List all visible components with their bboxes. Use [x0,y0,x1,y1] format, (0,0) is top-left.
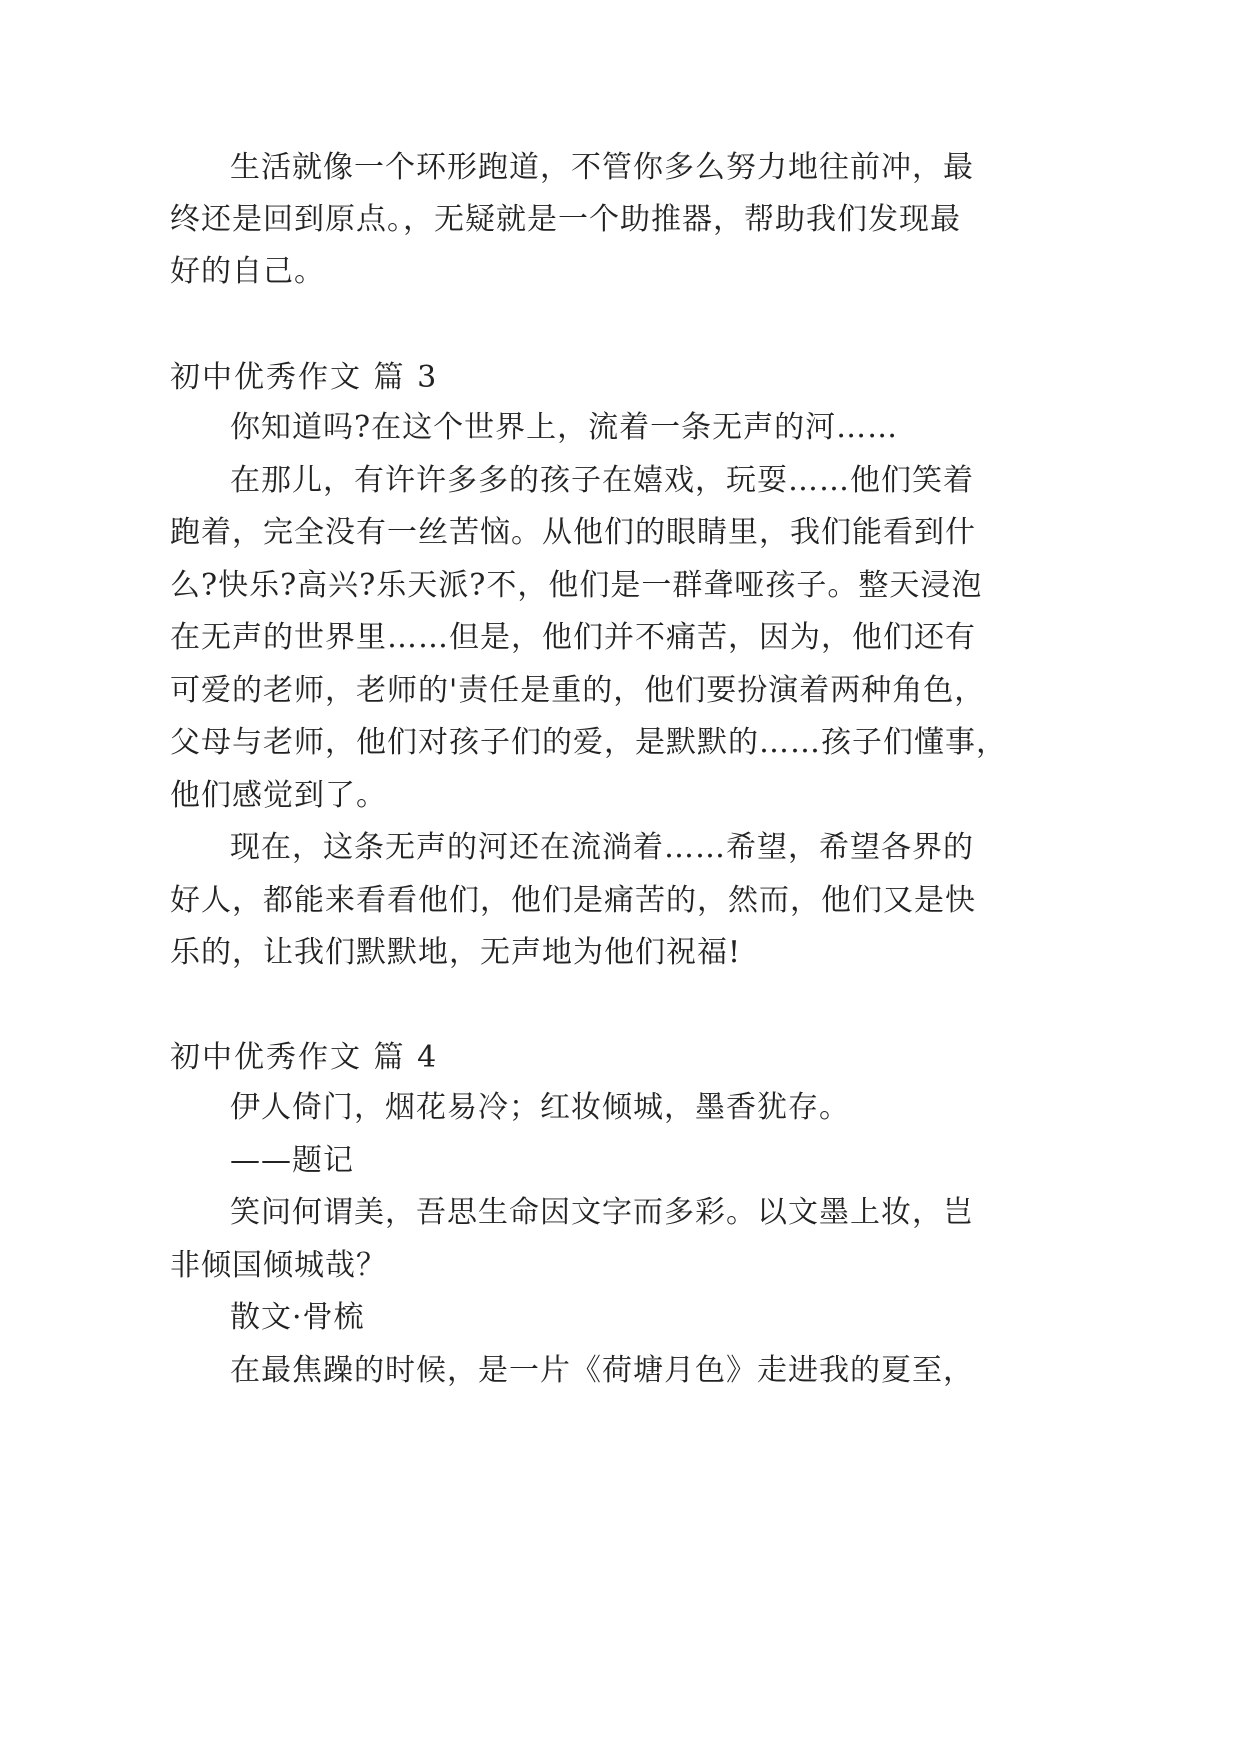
body-text-line: 好人，都能来看看他们，他们是痛苦的，然而，他们又是快 [170,883,976,918]
body-text-line: 终还是回到原点。，无疑就是一个助推器，帮助我们发现最 [170,202,961,237]
section-heading: 初中优秀作文 篇 4 [170,1040,439,1075]
section-heading: 初中优秀作文 篇 3 [170,360,439,395]
body-text-line: ——题记 [230,1143,354,1178]
body-text-line: 你知道吗?在这个世界上，流着一条无声的河…… [230,410,899,445]
body-text-line: 可爱的老师，老师的'责任是重的，他们要扮演着两种角色， [170,673,986,708]
body-text-line: 他们感觉到了。 [170,778,387,813]
body-text-line: 生活就像一个环形跑道，不管你多么努力地往前冲，最 [230,150,974,185]
body-text-line: 伊人倚门，烟花易冷；红妆倾城，墨香犹存。 [230,1090,850,1125]
body-text-line: 跑着，完全没有一丝苦恼。从他们的眼睛里，我们能看到什 [170,515,976,550]
body-text-line: 现在，这条无声的河还在流淌着……希望，希望各界的 [230,830,974,865]
body-text-line: 在无声的世界里……但是，他们并不痛苦，因为，他们还有 [170,620,976,655]
body-text-line: 非倾国倾城哉？ [170,1248,387,1283]
body-text-line: 在那儿，有许许多多的孩子在嬉戏，玩耍……他们笑着 [230,463,974,498]
body-text-line: 么?快乐?高兴?乐天派?不，他们是一群聋哑孩子。整天浸泡 [170,568,983,603]
body-text-line: 父母与老师，他们对孩子们的爱，是默默的……孩子们懂事， [170,725,1007,760]
body-text-line: 乐的，让我们默默地，无声地为他们祝福! [170,935,742,970]
body-text-line: 在最焦躁的时候，是一片《荷塘月色》走进我的夏至， [230,1353,974,1388]
body-text-line: 笑问何谓美，吾思生命因文字而多彩。以文墨上妆，岂 [230,1195,974,1230]
body-text-line: 散文·骨梳 [230,1300,365,1335]
body-text-line: 好的自己。 [170,254,325,289]
